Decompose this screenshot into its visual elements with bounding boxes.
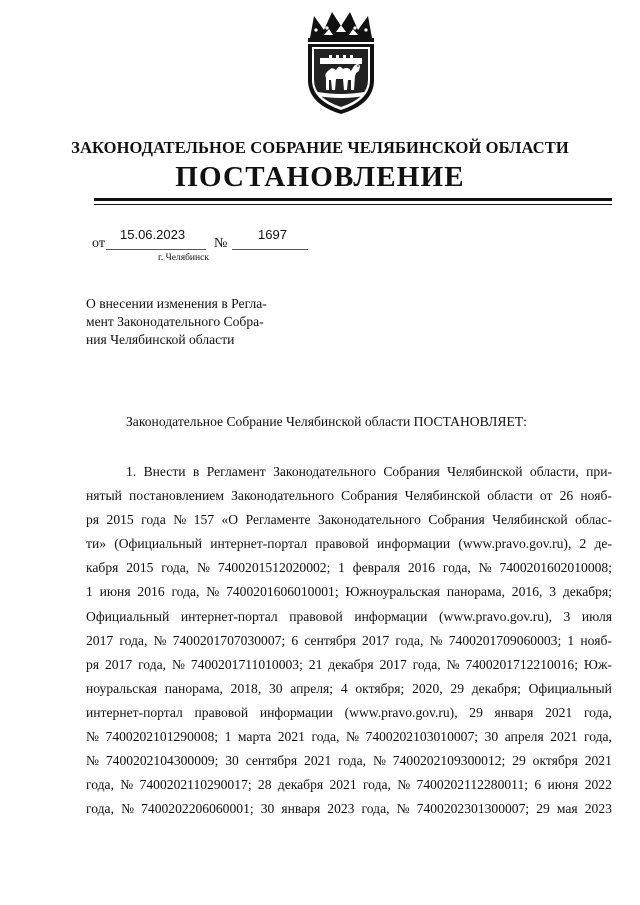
body-word: мая bbox=[556, 801, 578, 817]
body-word: 7400202101290008; bbox=[105, 729, 219, 745]
body-word: № bbox=[206, 584, 220, 600]
body-word: ноуральская bbox=[86, 680, 158, 696]
body-word: 2021 bbox=[329, 777, 357, 793]
body-word: 7400201709060003; bbox=[448, 632, 562, 648]
body-word: 7400202206060001; bbox=[141, 801, 254, 817]
body-word: 29 bbox=[450, 680, 464, 696]
body-word: года, bbox=[362, 777, 391, 793]
body-word: года, bbox=[161, 560, 190, 576]
resolves-statement: Законодательное Собрание Челябинской области ПОСТАНОВЛЯЕТ: bbox=[126, 414, 527, 429]
body-word: информации bbox=[259, 704, 333, 720]
body-word: ти» bbox=[86, 536, 107, 552]
body-word: Юж- bbox=[583, 656, 612, 672]
body-word: декабря; bbox=[562, 584, 612, 600]
body-word: правовой bbox=[194, 704, 249, 720]
body-word: 2021 bbox=[277, 729, 305, 745]
body-word: года, bbox=[361, 801, 390, 817]
body-word: октября bbox=[532, 753, 578, 769]
body-word: 2017 bbox=[362, 632, 390, 648]
body-word: года, bbox=[395, 632, 424, 648]
document-body bbox=[86, 460, 612, 821]
body-word: 7400202103010007; bbox=[365, 729, 479, 745]
body-word: Собрания bbox=[341, 488, 398, 504]
body-word: № bbox=[372, 753, 386, 769]
body-word: от bbox=[539, 488, 553, 504]
body-word: де- bbox=[594, 536, 612, 552]
body-word: декабря bbox=[277, 777, 324, 793]
body-line bbox=[86, 797, 612, 821]
body-word: октября; bbox=[355, 680, 405, 696]
body-word: 7400201712210016; bbox=[465, 656, 578, 672]
body-word: нояб- bbox=[580, 488, 612, 504]
body-word: декабря; bbox=[471, 680, 521, 696]
body-word: (www.pravo.gov.ru), bbox=[344, 704, 458, 720]
body-word: 7400202110290017; bbox=[139, 777, 252, 793]
body-line bbox=[86, 508, 612, 532]
body-word: июня bbox=[547, 777, 579, 793]
body-word: № bbox=[171, 656, 185, 672]
body-line bbox=[86, 653, 612, 677]
body-word: года bbox=[141, 512, 166, 528]
body-line bbox=[86, 725, 612, 749]
body-line bbox=[86, 773, 612, 797]
body-word: 30 bbox=[268, 680, 283, 696]
body-word: апреля bbox=[504, 729, 544, 745]
document-type-title: ПОСТАНОВЛЕНИЕ bbox=[175, 161, 465, 193]
body-word: 2021 bbox=[584, 753, 612, 769]
body-word: Законодательного bbox=[273, 464, 376, 479]
body-word: 7400201707030007; bbox=[172, 632, 286, 648]
document-subject bbox=[86, 295, 296, 349]
body-word: информации bbox=[377, 536, 451, 552]
body-word: года, bbox=[138, 656, 167, 672]
body-word: 2017 bbox=[86, 632, 114, 648]
document-number: 1697 bbox=[258, 227, 287, 242]
body-word: Регламенте bbox=[245, 512, 311, 528]
document-date: 15.06.2023 bbox=[120, 227, 186, 242]
body-word: правовой bbox=[315, 536, 369, 552]
body-word: при- bbox=[586, 464, 612, 479]
body-word: сентября bbox=[245, 753, 298, 769]
organization-name: ЗАКОНОДАТЕЛЬНОЕ СОБРАНИЕ ЧЕЛЯБИНСКОЙ ОБЛАСТИ bbox=[71, 138, 569, 157]
body-word: года, bbox=[442, 560, 471, 576]
body-line bbox=[86, 605, 612, 629]
body-word: ря bbox=[86, 656, 100, 672]
body-word: Собрания bbox=[383, 464, 440, 479]
body-word: 29 bbox=[536, 801, 550, 817]
body-word: (Официальный bbox=[114, 536, 202, 552]
body-word: в bbox=[192, 464, 200, 479]
body-word: Законодательного bbox=[318, 512, 421, 528]
body-line bbox=[86, 701, 612, 725]
body-word: панорама, bbox=[446, 584, 505, 600]
body-word: 1 bbox=[86, 584, 93, 600]
number-label: № bbox=[214, 236, 228, 251]
body-word: 2023 bbox=[584, 801, 612, 817]
body-word: № bbox=[346, 729, 359, 745]
body-word: 2015 bbox=[126, 560, 154, 576]
body-word: января bbox=[281, 801, 321, 817]
body-word: интернет-портал bbox=[180, 608, 278, 624]
body-word: 2016 bbox=[407, 560, 436, 576]
body-word: 4 bbox=[340, 680, 348, 696]
body-line bbox=[86, 484, 612, 508]
body-word: 7400201711010003; bbox=[190, 656, 303, 672]
body-word: года, bbox=[311, 729, 340, 745]
body-line bbox=[86, 532, 612, 556]
body-word: 2016 bbox=[137, 584, 165, 600]
body-word: 1 bbox=[567, 632, 575, 648]
body-word: 157 bbox=[193, 512, 215, 528]
body-word: Собрания bbox=[428, 512, 485, 528]
body-word: 21 bbox=[308, 656, 323, 672]
body-word: (www.pravo.gov.ru), bbox=[439, 608, 552, 624]
body-word: № bbox=[446, 656, 460, 672]
body-word: Челябинской bbox=[447, 464, 523, 479]
body-word: 2015 bbox=[106, 512, 134, 528]
date-underline bbox=[106, 249, 206, 250]
body-word: нояб- bbox=[580, 632, 612, 648]
body-word: 1 bbox=[224, 729, 232, 745]
body-word: апреля; bbox=[290, 680, 334, 696]
body-word: 29 bbox=[469, 704, 483, 720]
subject-line: ния Челябинской области bbox=[86, 332, 235, 347]
body-word: области bbox=[487, 488, 533, 504]
body-word: 2020, bbox=[412, 680, 443, 696]
body-word: 30 bbox=[484, 729, 499, 745]
body-word: № bbox=[397, 777, 411, 793]
body-word: декабря bbox=[328, 656, 374, 672]
header-divider-thick bbox=[94, 198, 612, 201]
body-word: информации bbox=[354, 608, 428, 624]
header-divider-thin bbox=[94, 204, 612, 205]
body-word: года, bbox=[171, 584, 200, 600]
subject-line: О внесении изменения в Регла- bbox=[86, 296, 267, 311]
body-word: 7400202109300012; bbox=[392, 753, 506, 769]
body-word: года, bbox=[86, 801, 114, 817]
body-word: нятый bbox=[86, 488, 122, 504]
body-word: кабря bbox=[86, 560, 119, 576]
body-word: 2022 bbox=[584, 777, 612, 793]
body-word: 2021 bbox=[304, 753, 332, 769]
body-line bbox=[86, 556, 612, 580]
body-word: 7400202112280011; bbox=[416, 777, 529, 793]
body-word: февраля bbox=[352, 560, 401, 576]
body-word: 6 bbox=[534, 777, 542, 793]
body-word: «О bbox=[221, 512, 239, 528]
body-word: № bbox=[120, 777, 134, 793]
body-word: облас- bbox=[575, 512, 612, 528]
body-word: января bbox=[494, 704, 534, 720]
body-word: № bbox=[396, 801, 410, 817]
body-word: сентября bbox=[304, 632, 356, 648]
body-word: интернет-портал bbox=[86, 704, 183, 720]
body-word: 1 bbox=[338, 560, 345, 576]
body-word: правовой bbox=[289, 608, 343, 624]
body-word: 6 bbox=[291, 632, 299, 648]
body-line bbox=[86, 629, 612, 653]
body-word: июля bbox=[581, 608, 612, 624]
body-word: 1. bbox=[126, 464, 137, 479]
body-word: 29 bbox=[512, 753, 526, 769]
body-word: 2021 bbox=[545, 704, 573, 720]
body-word: Официальный bbox=[528, 680, 612, 696]
body-word: года, bbox=[119, 632, 148, 648]
body-line bbox=[86, 460, 612, 484]
number-underline bbox=[232, 249, 308, 250]
body-word: года, bbox=[412, 656, 441, 672]
body-word: 2016, bbox=[511, 584, 543, 600]
body-word: панорама, bbox=[164, 680, 223, 696]
body-word: 7400202301300007; bbox=[416, 801, 530, 817]
body-word: Внести bbox=[143, 464, 186, 479]
body-word: № bbox=[121, 801, 135, 817]
body-word: интернет-портал bbox=[210, 536, 308, 552]
date-label: от bbox=[92, 236, 105, 251]
body-line bbox=[86, 749, 612, 773]
body-word: Законодательного bbox=[231, 488, 335, 504]
body-word: 2018, bbox=[230, 680, 262, 696]
body-word: Челябинской bbox=[404, 488, 481, 504]
body-word: 7400202104300009; bbox=[105, 753, 219, 769]
body-word: года, bbox=[338, 753, 367, 769]
body-word: 2017 bbox=[104, 656, 133, 672]
body-word: 7400201512020002; bbox=[217, 560, 331, 576]
body-word: 2023 bbox=[327, 801, 355, 817]
body-word: № bbox=[86, 753, 99, 769]
body-word: 3 bbox=[563, 608, 571, 624]
body-word: 30 bbox=[225, 753, 239, 769]
body-word: № bbox=[86, 729, 99, 745]
body-word: № bbox=[173, 512, 187, 528]
body-word: 3 bbox=[549, 584, 557, 600]
body-word: июня bbox=[99, 584, 131, 600]
subject-line: мент Законодательного Собра- bbox=[86, 314, 264, 329]
body-word: года, bbox=[86, 777, 114, 793]
body-word: Регламент bbox=[206, 464, 266, 479]
body-word: года, bbox=[583, 704, 612, 720]
body-word: 2017 bbox=[379, 656, 407, 672]
body-word: 30 bbox=[260, 801, 275, 817]
body-word: 2 bbox=[579, 536, 587, 552]
body-word: ря bbox=[86, 512, 100, 528]
body-word: № bbox=[197, 560, 211, 576]
body-word: постановлением bbox=[129, 488, 224, 504]
body-line bbox=[86, 580, 612, 604]
body-word: № bbox=[478, 560, 492, 576]
body-word: 28 bbox=[257, 777, 272, 793]
body-word: (www.pravo.gov.ru), bbox=[458, 536, 572, 552]
body-line bbox=[86, 677, 612, 701]
body-word: 7400201602010008; bbox=[499, 560, 612, 576]
body-word: Челябинской bbox=[492, 512, 568, 528]
body-word: 26 bbox=[559, 488, 574, 504]
body-word: Официальный bbox=[86, 608, 170, 624]
city-name: г. Челябинск bbox=[158, 253, 209, 263]
body-word: 2021 bbox=[550, 729, 578, 745]
body-word: № bbox=[429, 632, 443, 648]
body-word: года, bbox=[583, 729, 612, 745]
body-word: 7400201606010001; bbox=[226, 584, 339, 600]
body-word: № bbox=[153, 632, 167, 648]
body-word: марта bbox=[237, 729, 272, 745]
chelyabinsk-coat-of-arms-icon bbox=[296, 8, 386, 116]
body-word: области, bbox=[529, 464, 579, 479]
body-word: Южноуральская bbox=[345, 584, 440, 600]
